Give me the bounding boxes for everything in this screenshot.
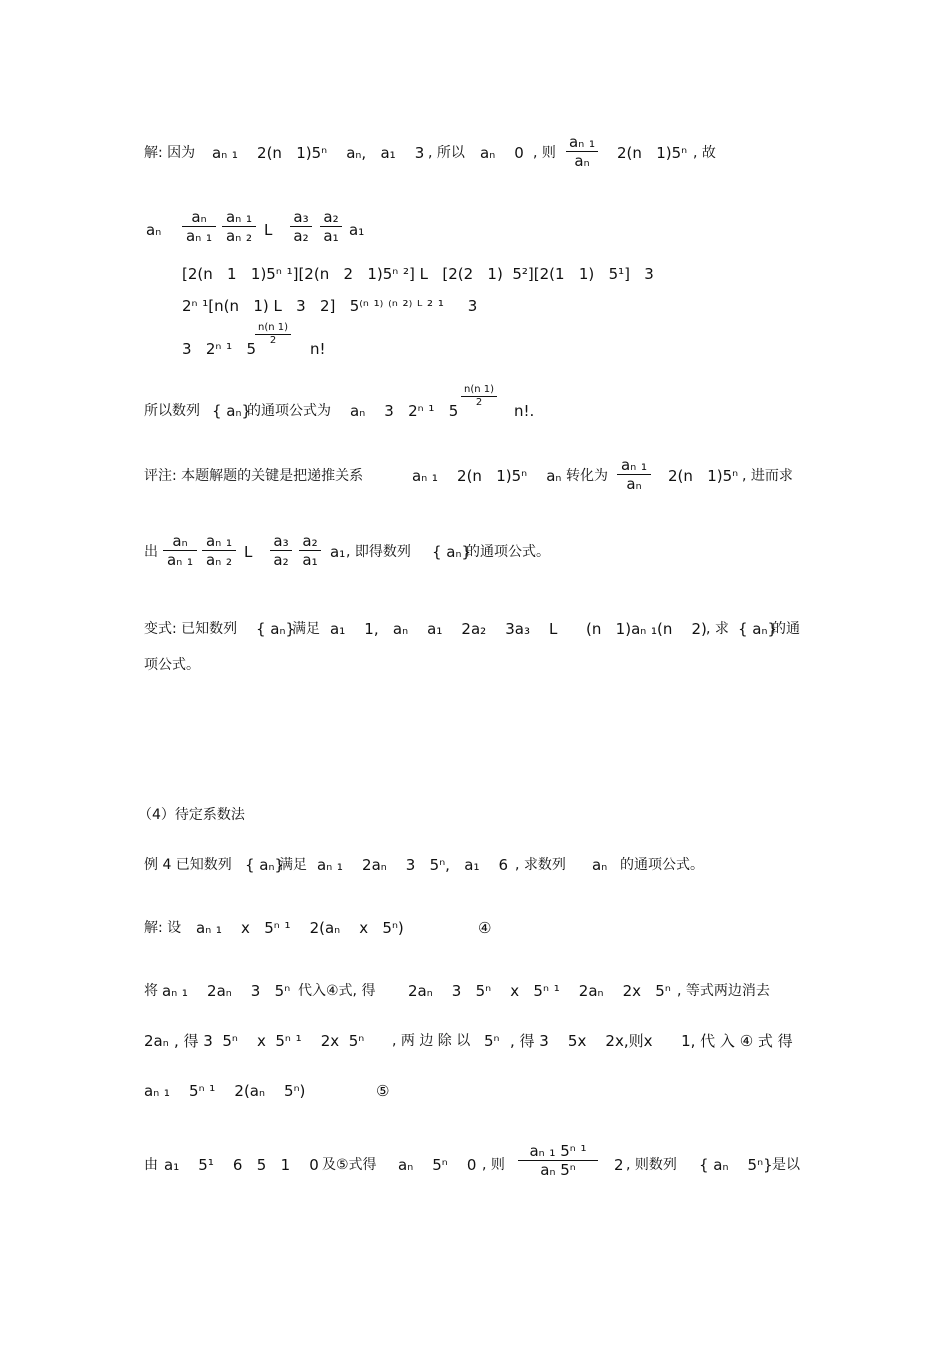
substitute-mid: 代入④式, 得	[298, 983, 376, 999]
geometric-ratio-fraction	[518, 1142, 598, 1179]
factorial: n!	[310, 340, 326, 358]
equation-5: aₙ ₁ 5ⁿ ¹ 2(aₙ 5ⁿ)	[144, 1082, 306, 1100]
example-condition: aₙ ₁ 2aₙ 3 5ⁿ, a₁ 6	[317, 856, 509, 874]
ellipsis: L	[264, 221, 273, 239]
sequence-symbol: { aₙ}	[212, 402, 252, 420]
cancel-term: 2aₙ	[144, 1032, 169, 1050]
fraction-denominator: aₙ ₁	[186, 227, 212, 245]
derivation-line-2: [2(n 1 1)5ⁿ ¹][2(n 2 1)5ⁿ ²] L [2(2 1) 5²][2(1 1) 5¹] 3	[182, 265, 654, 283]
simplified-equation: , 得 3 5ⁿ x 5ⁿ ¹ 2x 5ⁿ	[174, 1032, 365, 1050]
product-fraction-1	[182, 208, 216, 245]
conclusion-prefix: 所以数列	[144, 403, 200, 419]
comment-mid: 转化为	[566, 468, 608, 484]
example-ask: , 求数列	[515, 857, 566, 873]
comment-prefix: 评注: 本题解题的关键是把递推关系	[144, 468, 364, 484]
fraction-numerator: aₙ ₁ 5ⁿ ¹	[529, 1142, 587, 1160]
text-so: , 所以	[428, 145, 465, 161]
fraction-numerator: a₂	[302, 532, 318, 550]
fraction-numerator: n(n 1)	[463, 384, 495, 395]
fraction-denominator: 2	[269, 335, 277, 346]
variant-end: 的通	[772, 621, 800, 637]
ratio-value: 2	[614, 1156, 624, 1174]
variant-mid: 满足	[292, 621, 320, 637]
from-mid: 及⑤式得	[322, 1157, 377, 1173]
product-fraction-2	[222, 208, 256, 245]
derivation-line-4: 3 2ⁿ ¹ 5	[182, 340, 256, 358]
fraction-denominator: aₙ ₂	[226, 227, 252, 245]
text-therefore: , 故	[693, 145, 716, 161]
sequence-symbol: { aₙ}	[245, 856, 285, 874]
fraction-denominator: a₂	[293, 227, 309, 245]
fraction-denominator: aₙ	[574, 152, 590, 170]
comment-l2-close: 的通项公式。	[466, 544, 550, 560]
fraction-numerator: aₙ ₁	[206, 532, 232, 550]
conclusion-mid: 的通项公式为	[247, 403, 331, 419]
text-then-seq: , 则数列	[626, 1157, 677, 1173]
nonzero-check: aₙ 5ⁿ 0	[398, 1156, 477, 1174]
ratio-fraction	[566, 133, 598, 170]
substitute-prefix: 将	[144, 983, 158, 999]
fraction-numerator: aₙ ₁	[226, 208, 252, 226]
fraction-denominator: aₙ 5ⁿ	[540, 1161, 576, 1179]
fraction-numerator: n(n 1)	[257, 322, 289, 333]
derivation-line-3: 2ⁿ ¹[n(n 1) L 3 2] 5⁽ⁿ ¹⁾ ⁽ⁿ ²⁾ ᴸ ² ¹ 3	[182, 297, 478, 315]
from-prefix: 由	[144, 1157, 158, 1173]
sequence-symbol: { aₙ}	[256, 620, 296, 638]
variant-line-2: 项公式。	[144, 657, 200, 673]
assumed-equation: aₙ ₁ x 5ⁿ ¹ 2(aₙ x 5ⁿ)	[196, 919, 404, 937]
sequence-symbol: { aₙ 5ⁿ}	[699, 1156, 773, 1174]
fraction-numerator: a₃	[273, 532, 289, 550]
fraction-denominator: a₁	[302, 551, 318, 569]
comment-fraction	[617, 456, 651, 493]
fraction-denominator: a₁	[323, 227, 339, 245]
ratio-value: 2(n 1)5ⁿ	[617, 144, 688, 162]
derivation-lhs: aₙ	[146, 221, 162, 239]
product-fraction-3	[290, 208, 312, 245]
comment-l2-prefix: 出	[144, 544, 158, 560]
comment-l2-tail: a₁	[330, 543, 346, 561]
fraction-denominator: 2	[475, 397, 483, 408]
product-fraction-3	[270, 532, 292, 569]
nonzero-expr: aₙ 0	[480, 144, 524, 162]
fraction-denominator: a₂	[273, 551, 289, 569]
derivation-tail: a₁	[349, 221, 365, 239]
example-mid: 满足	[279, 857, 307, 873]
fraction-denominator: aₙ ₁	[167, 551, 193, 569]
product-fraction-1	[163, 532, 197, 569]
exponent-fraction	[255, 322, 291, 347]
comment-l2-end: , 即得数列	[346, 544, 411, 560]
divisor: 5ⁿ	[484, 1032, 500, 1050]
example-prefix: 例 4 已知数列	[144, 857, 232, 873]
fraction-denominator: aₙ	[626, 475, 642, 493]
solve-x: , 得 3 5x 2x,则x 1, 代 入 ④ 式 得	[510, 1032, 793, 1050]
product-fraction-4	[299, 532, 321, 569]
fraction-numerator: aₙ	[172, 532, 188, 550]
example-end: 的通项公式。	[620, 857, 704, 873]
variant-prefix: 变式: 已知数列	[144, 621, 238, 637]
solution-prefix: 解: 因为	[144, 145, 196, 161]
exponent-fraction	[461, 384, 497, 409]
substituted-equation: 2aₙ 3 5ⁿ x 5ⁿ ¹ 2aₙ 2x 5ⁿ	[408, 982, 671, 1000]
equation-mark-4: ④	[478, 919, 492, 937]
text-is: 是以	[772, 1157, 800, 1173]
section-heading: （4）待定系数法	[138, 807, 245, 823]
ellipsis: L	[244, 543, 253, 561]
divide-text: , 两 边 除 以	[392, 1033, 471, 1049]
solution-prefix: 解: 设	[144, 920, 182, 936]
substitute-equation: aₙ ₁ 2aₙ 3 5ⁿ	[162, 982, 291, 1000]
comment-end: , 进而求	[742, 468, 793, 484]
variant-ask: , 求	[706, 621, 729, 637]
sequence-term: aₙ	[592, 856, 608, 874]
fraction-numerator: aₙ ₁	[621, 456, 647, 474]
product-fraction-2	[202, 532, 236, 569]
comment-relation: aₙ ₁ 2(n 1)5ⁿ aₙ	[412, 467, 562, 485]
equation-mark-5: ⑤	[376, 1082, 390, 1100]
comment-relation-2: 2(n 1)5ⁿ	[668, 467, 739, 485]
sequence-symbol: { aₙ}	[432, 543, 472, 561]
substitute-end: , 等式两边消去	[677, 983, 770, 999]
general-formula: aₙ 3 2ⁿ ¹ 5	[350, 402, 459, 420]
fraction-numerator: a₂	[323, 208, 339, 226]
formula-end: n!.	[514, 402, 535, 420]
fraction-denominator: aₙ ₂	[206, 551, 232, 569]
recurrence-expr: aₙ ₁ 2(n 1)5ⁿ aₙ, a₁ 3	[212, 144, 425, 162]
fraction-numerator: aₙ	[191, 208, 207, 226]
sequence-symbol: { aₙ}	[738, 620, 778, 638]
fraction-numerator: aₙ ₁	[569, 133, 595, 151]
text-then: , 则	[482, 1157, 505, 1173]
product-fraction-4	[320, 208, 342, 245]
text-then: , 则	[533, 145, 556, 161]
initial-check: a₁ 5¹ 6 5 1 0	[164, 1156, 319, 1174]
fraction-numerator: a₃	[293, 208, 309, 226]
variant-condition: a₁ 1, aₙ a₁ 2a₂ 3a₃ L (n 1)aₙ ₁(n 2)	[330, 620, 707, 638]
